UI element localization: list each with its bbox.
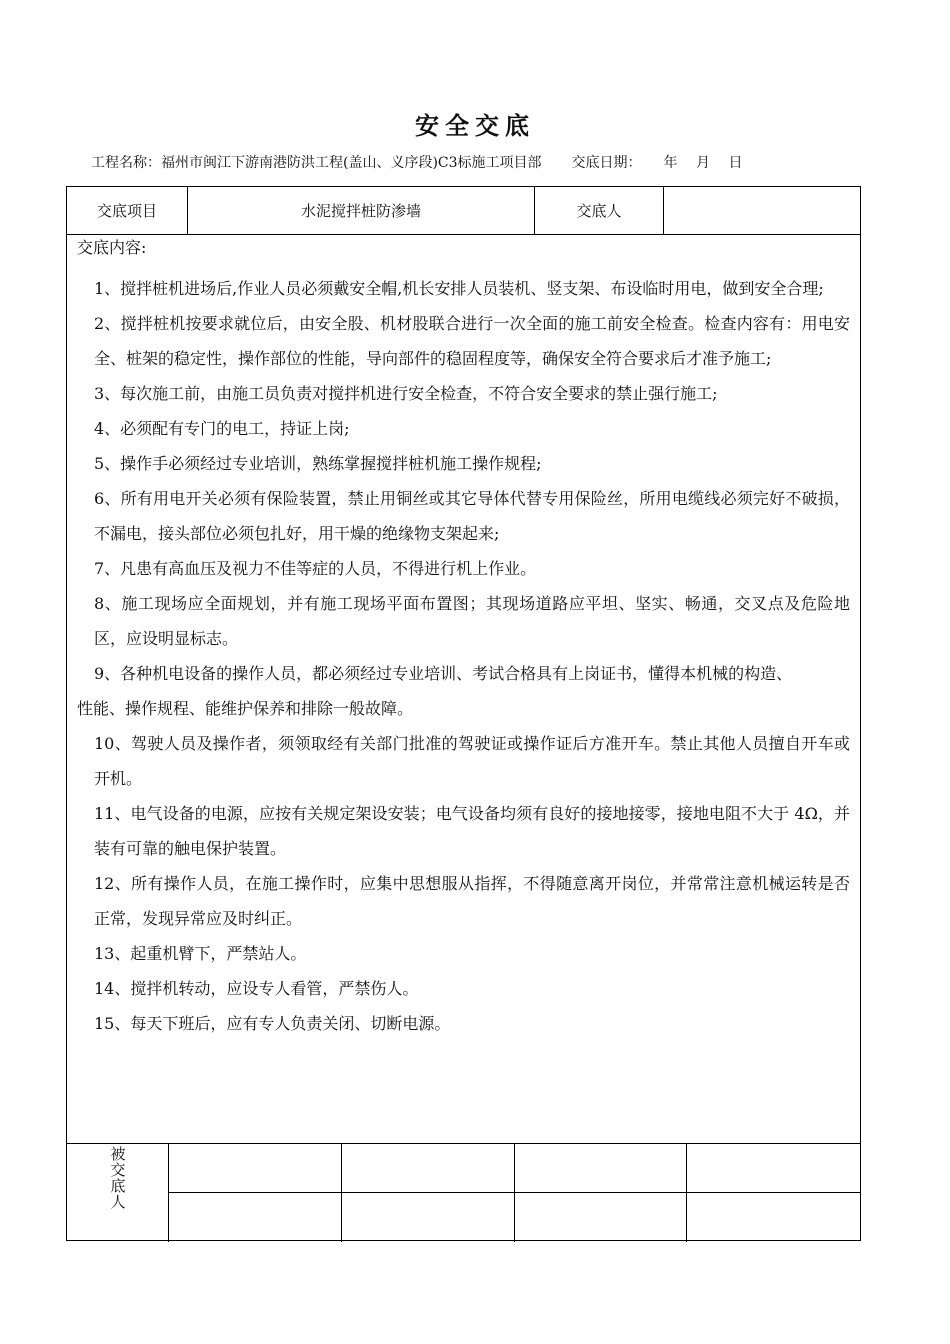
signature-label: 被交底人: [108, 1146, 127, 1210]
signature-cell[interactable]: [342, 1193, 515, 1242]
signature-label-cell: [67, 1144, 169, 1242]
signature-grid: [169, 1144, 860, 1242]
list-item: 10、驾驶人员及操作者，须领取经有关部门批准的驾驶证或操作证后方准开车。禁止其他人员擅自开车或开机。: [94, 734, 850, 788]
year-label: 年: [663, 155, 678, 171]
header-row: [67, 187, 860, 235]
signature-cell[interactable]: [515, 1144, 688, 1193]
item-label-cell: 交底项目: [67, 187, 188, 234]
content-area: [67, 235, 860, 1143]
meta-line: [91, 152, 756, 172]
list-item: 7、凡患有高血压及视力不佳等症的人员，不得进行机上作业。: [94, 559, 537, 578]
content-label: 交底内容:: [77, 238, 147, 257]
list-item-continuation: 性能、操作规程、能维护保养和排除一般故障。: [77, 699, 414, 718]
month-label: 月: [696, 155, 710, 171]
list-item: 11、电气设备的电源，应按有关规定架设安装；电气设备均须有良好的接地接零，接地电阻不大于 4Ω，并装有可靠的触电保护装置。: [94, 804, 850, 858]
list-item: 5、操作手必须经过专业培训，熟练掌握搅拌桩机施工操作规程;: [94, 454, 542, 473]
list-item: 9、各种机电设备的操作人员，都必须经过专业培训、考试合格具有上岗证书，懂得本机械的构造、: [94, 664, 793, 683]
list-item: 3、每次施工前，由施工员负责对搅拌机进行安全检查，不符合安全要求的禁止强行施工;: [94, 384, 718, 403]
item-value-cell: 水泥搅拌桩防渗墙: [188, 187, 535, 234]
person-label-cell: 交底人: [535, 187, 664, 234]
project-name: 工程名称：福州市闽江下游南港防洪工程(盖山、义序段)C3标施工项目部: [91, 155, 542, 171]
list-item: 8、施工现场应全面规划，并有施工现场平面布置图；其现场道路应平坦、坚实、畅通，交叉点及危险地区，应设明显标志。: [94, 594, 850, 648]
signature-cell[interactable]: [342, 1144, 515, 1193]
signature-cell[interactable]: [169, 1144, 342, 1193]
signature-cell[interactable]: [169, 1193, 342, 1242]
content-items: [77, 271, 850, 1041]
list-item: 6、所有用电开关必须有保险装置，禁止用铜丝或其它导体代替专用保险丝，所用电缆线必须完好不破损，不漏电，接头部位必须包扎好，用干燥的绝缘物支架起来;: [94, 489, 850, 543]
day-label: 日: [728, 155, 743, 171]
signature-cell[interactable]: [687, 1193, 860, 1242]
person-value-cell: [664, 187, 860, 234]
list-item: 13、起重机臂下，严禁站人。: [94, 944, 307, 963]
list-item: 4、必须配有专门的电工，持证上岗;: [94, 419, 350, 438]
list-item: 12、所有操作人员，在施工操作时，应集中思想服从指挥，不得随意离开岗位，并常常注意机械运转是否正常，发现异常应及时纠正。: [94, 874, 850, 928]
signature-cell[interactable]: [515, 1193, 688, 1242]
date-fields: [664, 152, 757, 172]
signature-section: [67, 1143, 860, 1242]
signature-cell[interactable]: [687, 1144, 860, 1193]
list-item: 14、搅拌机转动，应设专人看管，严禁伤人。: [94, 979, 419, 998]
list-item: 1、搅拌桩机进场后,作业人员必须戴安全帽,机长安排人员装机、竖支架、布设临时用电，做到安全合理;: [94, 279, 824, 298]
document-title: 安全交底: [415, 111, 535, 140]
list-item: 2、搅拌桩机按要求就位后，由安全股、机材股联合进行一次全面的施工前安全检查。检查内容有：用电安全、桩架的稳定性，操作部位的性能，导向部件的稳固程度等，确保安全符合要求后才准予施工;: [94, 314, 850, 368]
list-item: 15、每天下班后，应有专人负责关闭、切断电源。: [94, 1014, 451, 1033]
date-label: 交底日期：: [571, 155, 642, 171]
form-table: [66, 186, 861, 1241]
